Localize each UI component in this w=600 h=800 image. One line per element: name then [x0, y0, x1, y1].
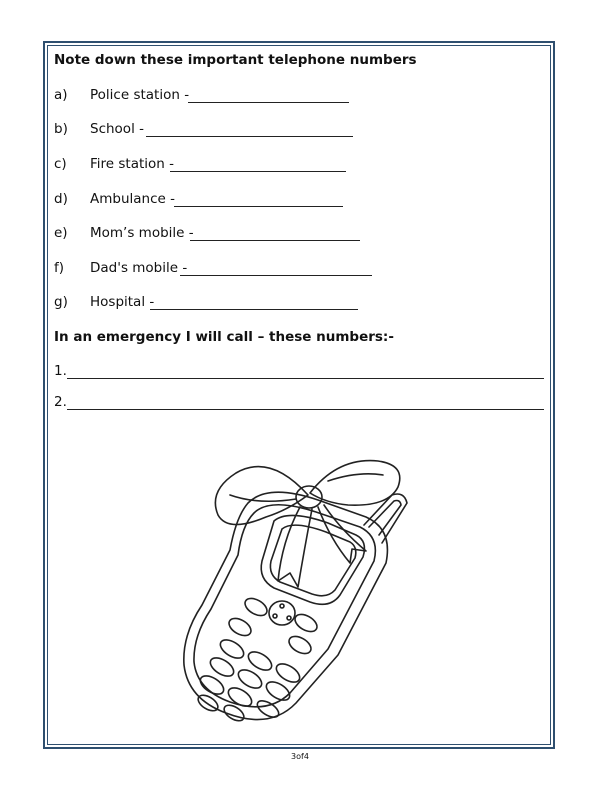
emergency-line-2	[54, 394, 67, 410]
answer-line[interactable]	[67, 409, 544, 410]
emergency-line-number: 1.	[54, 363, 67, 379]
answer-line[interactable]	[188, 102, 349, 103]
answer-line[interactable]	[174, 206, 343, 207]
item-label: Mom’s mobile -	[90, 225, 194, 241]
mobile-phone-with-bow-illustration	[178, 455, 423, 730]
item-letter: e)	[54, 225, 68, 241]
item-label: School -	[90, 121, 144, 137]
bow-right-loop	[310, 461, 400, 506]
answer-line[interactable]	[180, 275, 372, 276]
worksheet-title: Note down these important telephone numbers	[54, 52, 417, 68]
answer-line[interactable]	[146, 136, 353, 137]
emergency-line-1	[54, 363, 67, 379]
item-label: Dad's mobile -	[90, 260, 188, 276]
screen-outline	[261, 515, 364, 604]
item-letter: a)	[54, 87, 68, 103]
item-letter: d)	[54, 191, 68, 207]
page-number: 3of4	[291, 752, 309, 761]
ribbon-left-tail	[278, 507, 312, 587]
item-letter: f)	[54, 260, 65, 276]
answer-line[interactable]	[67, 378, 544, 379]
emergency-heading: In an emergency I will call – these numbers:-	[54, 329, 394, 345]
item-label: Police station -	[90, 87, 190, 103]
item-letter: c)	[54, 156, 67, 172]
answer-line[interactable]	[170, 171, 346, 172]
item-label: Ambulance -	[90, 191, 175, 207]
answer-line[interactable]	[190, 240, 360, 241]
item-label: Fire station -	[90, 156, 175, 172]
item-letter: b)	[54, 121, 68, 137]
emergency-line-number: 2.	[54, 394, 67, 410]
item-letter: g)	[54, 294, 68, 310]
item-label: Hospital -	[90, 294, 155, 310]
answer-line[interactable]	[150, 309, 358, 310]
